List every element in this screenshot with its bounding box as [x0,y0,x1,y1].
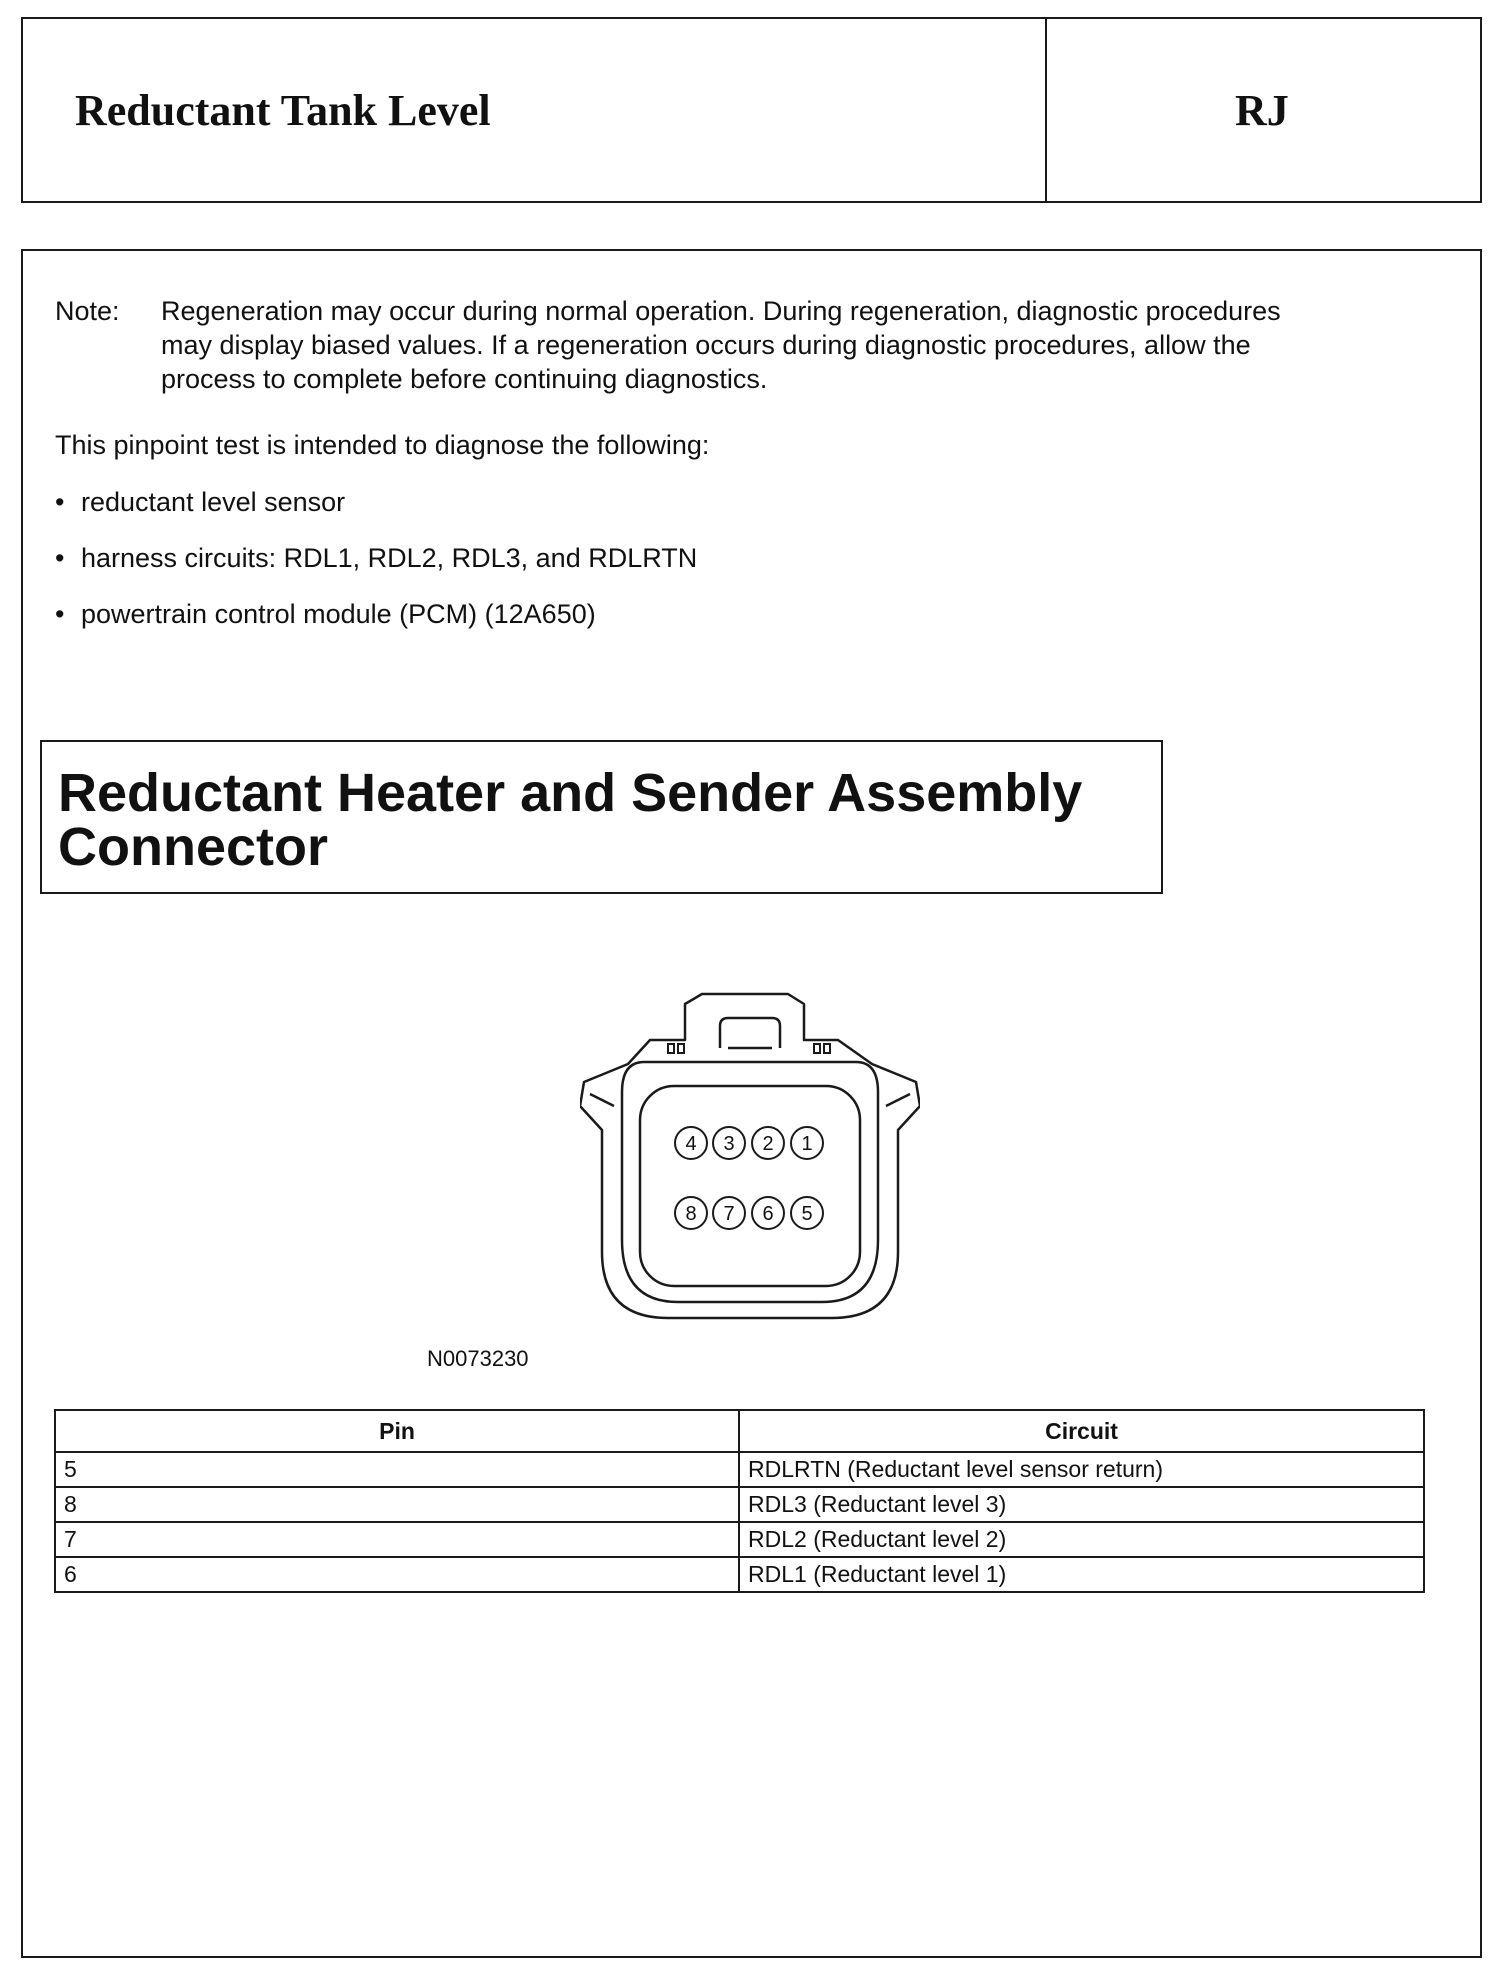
connector-diagram [580,990,920,1320]
pin-3-label: 3 [723,1133,735,1155]
pin-7-label: 7 [723,1203,735,1225]
bottom-row-pins [675,1197,823,1229]
circuit-cell: RDL2 (Reductant level 2) [739,1522,1424,1557]
pin-cell: 6 [55,1557,739,1592]
pin-8-label: 8 [685,1203,697,1225]
pin-cell: 8 [55,1487,739,1522]
page-title: Reductant Tank Level [75,86,491,135]
top-row-pins [675,1127,823,1159]
column-header-pin: Pin [55,1410,739,1452]
connector-housing-inner [622,1062,878,1302]
table-row [55,1452,1424,1487]
pin-circuit-table [54,1409,1425,1593]
section-title: Reductant Heater and Sender Assembly Connector [58,763,1083,877]
connector-housing-outer [580,994,920,1318]
section-code: RJ [1235,86,1289,135]
pin-5-label: 5 [801,1203,813,1225]
connector-cavity [640,1086,860,1286]
circuit-cell: RDL3 (Reductant level 3) [739,1487,1424,1522]
note-text: Regeneration may occur during normal operation. During regeneration, diagnostic procedures may display biased values. If a regeneration occurs during diagnostic procedures, allow the process to complete before continuing diagnostics. [161,296,1281,394]
column-header-circuit: Circuit [739,1410,1424,1452]
list-item: • harness circuits: RDL1, RDL2, RDL3, and RDLRTN [55,541,697,597]
pin-cell: 7 [55,1522,739,1557]
table-row [55,1557,1424,1592]
diagnose-list [55,485,697,653]
table-header-row [55,1410,1424,1452]
note [55,294,1315,396]
pin-1-label: 1 [801,1133,813,1155]
pin-cell: 5 [55,1452,739,1487]
connector-latch [720,1018,780,1048]
pin-4-label: 4 [685,1133,697,1155]
table-row [55,1522,1424,1557]
header-box [21,17,1482,203]
list-item: • powertrain control module (PCM) (12A650) [55,597,697,653]
pin-6-label: 6 [762,1203,774,1225]
intro-text: This pinpoint test is intended to diagnose the following: [55,430,710,460]
list-item: • reductant level sensor [55,485,697,541]
circuit-cell: RDL1 (Reductant level 1) [739,1557,1424,1592]
header-divider [1045,19,1047,201]
figure-id: N0073230 [427,1346,529,1371]
note-label: Note: [55,296,120,326]
section-heading-box [40,740,1163,894]
pin-2-label: 2 [762,1133,774,1155]
circuit-cell: RDLRTN (Reductant level sensor return) [739,1452,1424,1487]
table-row [55,1487,1424,1522]
